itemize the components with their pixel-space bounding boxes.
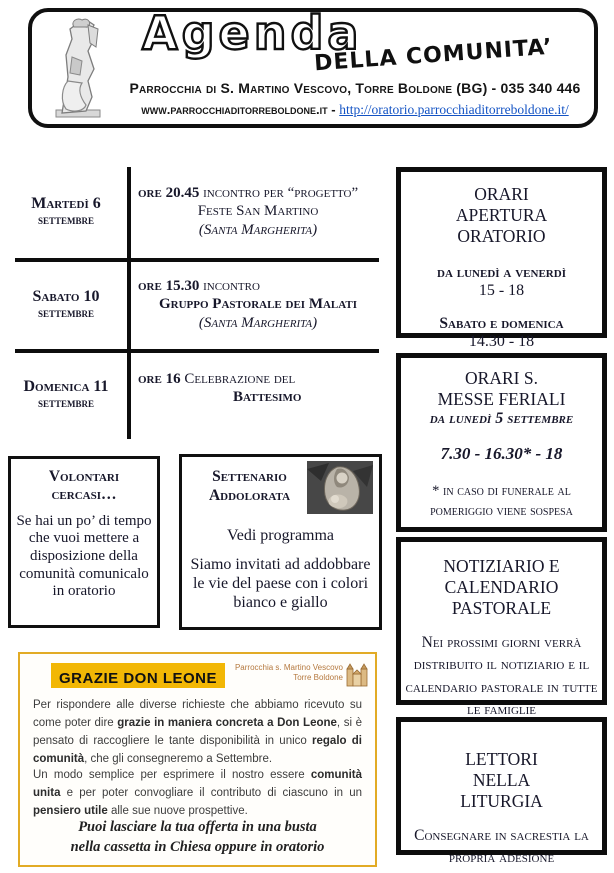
madonna-image bbox=[307, 461, 373, 514]
st-martin-statue-image bbox=[48, 17, 108, 120]
table-row-date-1 bbox=[10, 195, 122, 227]
p2-bold-2: pensiero utile bbox=[33, 805, 108, 818]
table-vertical-divider bbox=[127, 167, 131, 439]
settenario-body: Siamo invitati ad addobbare le vie del paese con i colori bianco e giallo bbox=[190, 556, 371, 611]
date-month: settembre bbox=[37, 304, 95, 320]
p2-text: Un modo semplice per esprimere il nostro essere bbox=[33, 769, 311, 781]
p1-bold-2: regalo di comunità bbox=[33, 735, 362, 766]
grazie-footer-line1: Puoi lasciare la tua offerta in una busta bbox=[78, 819, 317, 835]
comunita-subtitle: DELLA COMUNITA’ bbox=[313, 34, 554, 77]
messe-subtitle: da lunedì 5 settembre bbox=[429, 410, 574, 427]
grazie-footer bbox=[20, 818, 375, 857]
parish-logo-text bbox=[235, 663, 343, 684]
grazie-title: GRAZIE DON LEONE bbox=[58, 670, 217, 687]
table-row-date-3 bbox=[10, 378, 122, 410]
volontari-title-line2: cercasi… bbox=[51, 485, 117, 503]
date-month: settembre bbox=[37, 211, 95, 227]
date-day: Martedì 6 bbox=[31, 195, 101, 212]
grazie-footer-line2: nella cassetta in Chiesa oppure in oratorio bbox=[70, 838, 325, 855]
orari-oratorio-title: ORARI APERTURA ORATORIO bbox=[455, 184, 548, 246]
website-line bbox=[124, 102, 586, 118]
event-location: (Santa Margherita) bbox=[198, 314, 318, 331]
separator-dash: - bbox=[331, 102, 336, 117]
header-box bbox=[28, 8, 598, 128]
volontari-box bbox=[8, 456, 160, 628]
notiziario-box bbox=[396, 537, 607, 719]
event-line2: Gruppo Pastorale dei Malati bbox=[158, 296, 358, 313]
grazie-don-leone-box bbox=[18, 652, 377, 867]
event-text: Celebrazione del bbox=[184, 371, 296, 387]
lettori-box bbox=[396, 717, 607, 867]
event-location: (Santa Margherita) bbox=[198, 221, 318, 238]
event-time: ore 15.30 bbox=[138, 278, 200, 294]
p1-text: , si è pensato di raccogliere le tante disponibilità in unico bbox=[33, 717, 362, 748]
p2-bold-1: comunità unita bbox=[33, 769, 362, 800]
lettori-title: LETTORI NELLA LITURGIA bbox=[460, 749, 543, 811]
agenda-title: Agenda bbox=[142, 6, 363, 60]
orari-messe-box bbox=[396, 353, 607, 532]
messe-note: * in caso di funerale al pomeriggio viene sospesa bbox=[430, 483, 573, 519]
grazie-title-band bbox=[51, 663, 225, 688]
table-row-date-2 bbox=[10, 288, 122, 320]
weekdays-label: da lunedì a venerdì bbox=[437, 264, 566, 281]
weekdays-hours: 15 - 18 bbox=[478, 282, 525, 299]
parish-address-line: Parrocchia di S. Martino Vescovo, Torre Boldone (BG) - 035 340 446 bbox=[129, 80, 581, 96]
weekend-label: Sabato e domenica bbox=[439, 315, 564, 332]
volontari-body: Se hai un po’ di tempo che vuoi mettere a disposizione della comunità comunicalo in oratorio bbox=[16, 512, 152, 600]
oratorio-link[interactable]: http://oratorio.parrocchiaditorreboldone.it/ bbox=[339, 102, 569, 117]
date-day: Sabato 10 bbox=[32, 288, 100, 305]
weekend-hours: 14.30 - 18 bbox=[468, 333, 535, 350]
grazie-paragraph-1 bbox=[33, 696, 362, 769]
messe-title: ORARI S. MESSE FERIALI bbox=[437, 368, 566, 409]
table-row-divider-2 bbox=[15, 349, 379, 353]
p2-text: e per poter convogliare il contributo di ciascuno in un bbox=[60, 787, 362, 800]
settenario-title-line2: Addolorata bbox=[208, 486, 291, 504]
event-time: ore 20.45 bbox=[138, 185, 200, 201]
event-time: ore 16 bbox=[138, 371, 181, 387]
messe-times: 7.30 - 16.30* - 18 bbox=[440, 444, 563, 463]
volontari-title-line1: Volontari bbox=[48, 468, 120, 485]
event-text: incontro per “progetto” bbox=[203, 185, 359, 201]
event-line2: Battesimo bbox=[233, 389, 302, 406]
notiziario-body: Nei prossimi giorni verrà distribuito il notiziario e il calendario pastorale in tutte le famiglie bbox=[405, 634, 598, 719]
p1-bold-1: grazie in maniera concreta a Don Leone bbox=[117, 717, 337, 730]
notiziario-title: NOTIZIARIO E CALENDARIO PASTORALE bbox=[443, 556, 560, 618]
settenario-title bbox=[192, 468, 307, 505]
table-row-event-3 bbox=[138, 370, 378, 407]
p2-text: alle sue nuove prospettive. bbox=[107, 805, 248, 818]
lettori-body: Consegnare in sacrestia la propria adesione bbox=[414, 827, 589, 867]
website-text: www.parrocchiaditorreboldone.it bbox=[141, 102, 328, 117]
settenario-program-line: Vedi programma bbox=[226, 527, 335, 544]
table-row-event-1 bbox=[138, 184, 378, 239]
event-text: incontro bbox=[203, 278, 260, 294]
settenario-box bbox=[179, 454, 382, 630]
parish-logo-line1: Parrocchia s. Martino Vescovo bbox=[234, 663, 343, 672]
date-month: settembre bbox=[37, 394, 95, 410]
p1-text: , che gli consegneremo a Settembre. bbox=[84, 753, 273, 766]
p1-text: Per rispondere alle diverse richieste che abbiamo ricevuto su come poter dire bbox=[33, 699, 362, 730]
church-icon bbox=[346, 661, 368, 687]
settenario-title-line1: Settenario bbox=[212, 468, 287, 485]
date-day: Domenica 11 bbox=[23, 378, 109, 395]
grazie-paragraph-2 bbox=[33, 766, 362, 820]
parish-logo-line2: Torre Boldone bbox=[293, 673, 343, 683]
event-line2: Feste San Martino bbox=[197, 203, 319, 220]
table-row-divider-1 bbox=[15, 258, 379, 262]
orari-oratorio-box bbox=[396, 167, 607, 350]
table-row-event-2 bbox=[138, 277, 378, 332]
